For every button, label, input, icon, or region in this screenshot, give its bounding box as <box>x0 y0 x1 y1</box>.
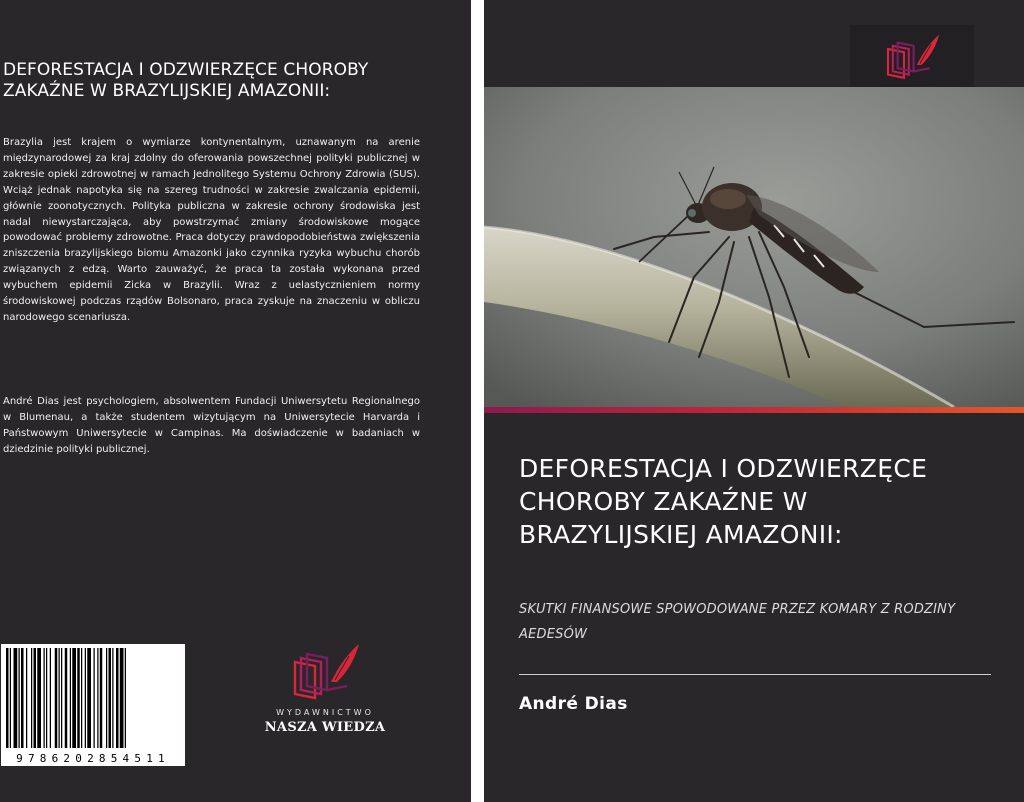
isbn-barcode <box>1 644 185 766</box>
book-quill-logo-icon <box>880 31 944 83</box>
front-cover <box>484 0 1024 802</box>
book-quill-logo-icon <box>285 640 365 704</box>
front-cover-title: DEFORESTACJA I ODZWIERZĘCE CHOROBY ZAKAŹNE W BRAZYLIJSKIEJ AMAZONII: <box>519 454 928 549</box>
publisher-name-bottom: NASZA WIEDZA <box>264 720 386 735</box>
barcode-number: 9786202854511 <box>16 752 170 765</box>
back-cover-title: DEFORESTACJA I ODZWIERZĘCE CHOROBY ZAKAŹNE W BRAZYLIJSKIEJ AMAZONII: <box>3 60 369 101</box>
cover-gap <box>471 0 484 802</box>
accent-color-strip <box>484 407 1024 413</box>
back-cover-summary: Brazylia jest krajem o wymiarze kontynentalnym, uznawanym na arenie międzynarodowej za kraj zdolny do oferowania powszechnej polityki publicznej w zakresie opieki zdrowotnej w ramach Jednolitego Systemu Ochrony Zdrowia (SUS). Wciąż jednak napotyka się na szereg trudności w zakresie zwalczania epidemii, głównie zoonotycznych. Polityka publiczna w zakresie ochrony środowiska jest nadal niewystarczająca, aby powstrzymać zmiany środowiskowe mogące powodować problemy zdrowotne. Praca dotyczy prawdopodobieństwa zwiększenia zniszczenia brazylijskiego biomu Amazonki jako czynnika ryzyka wybuchu chorób związanych z edzą. Warto zauważyć, że praca ta została wykonana przed wybuchem epidemii Zicka w Brazylii. Wraz z uelastycznieniem normy środowiskowej podczas rządów Bolsonaro, praca zyskuje na znaczeniu w obliczu narodowego scenariusza. <box>3 137 420 323</box>
back-cover <box>0 0 471 802</box>
barcode-bars <box>1 648 185 750</box>
mosquito-photo <box>484 87 1024 407</box>
publisher-name-top: WYDAWNICTWO <box>276 708 374 717</box>
title-divider <box>519 674 991 675</box>
front-cover-subtitle: SKUTKI FINANSOWE SPOWODOWANE PRZEZ KOMARY Z RODZINY AEDESÓW <box>519 602 956 642</box>
publisher-logo-back <box>255 640 395 750</box>
back-cover-author-bio: André Dias jest psychologiem, absolwentem Fundacji Uniwersytetu Regionalnego w Blumenau, a także studentem wizytującym na Uniwersytecie Harvarda i Państwowym Uniwersytecie w Campinas. Ma doświadczenie w badaniach w dziedzinie polityki publicznej. <box>3 396 420 455</box>
front-cover-author: André Dias <box>519 694 628 714</box>
